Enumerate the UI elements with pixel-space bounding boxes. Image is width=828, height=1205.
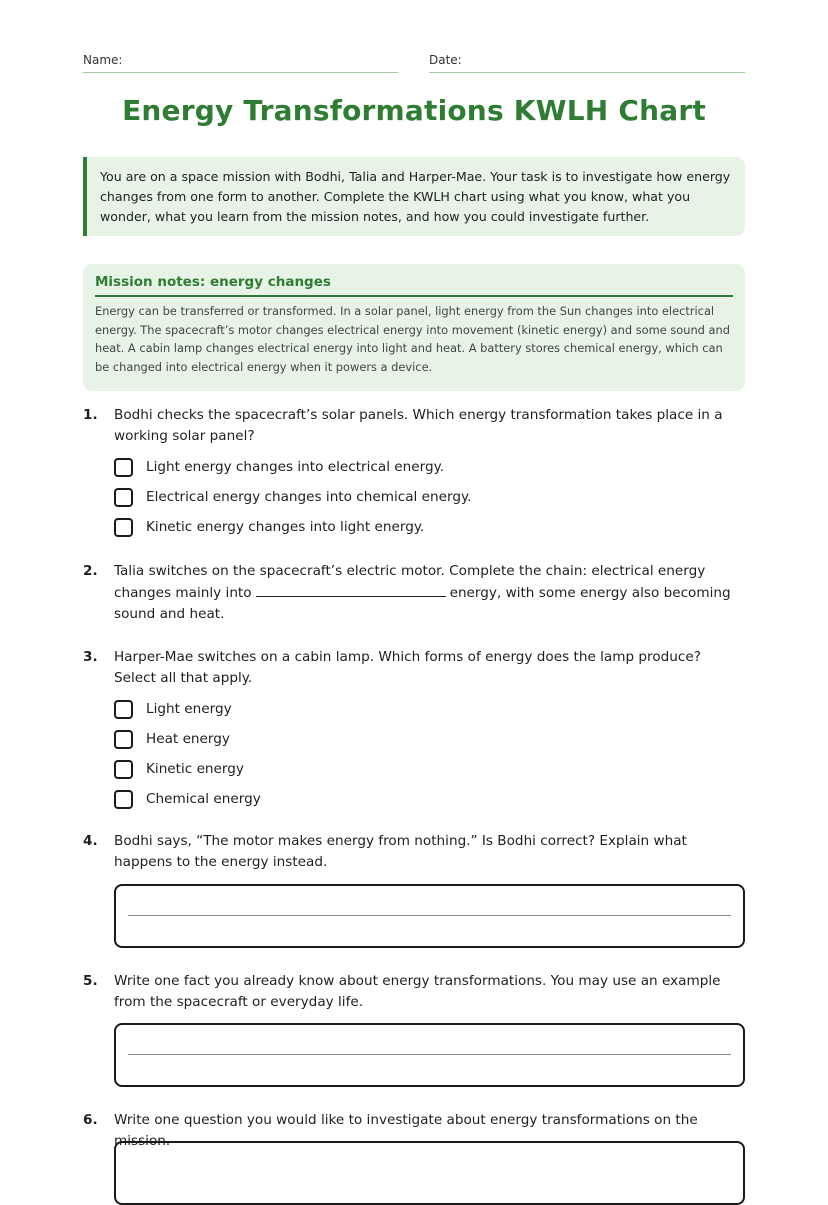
name-label: Name: xyxy=(83,53,123,67)
option-label: Electrical energy changes into chemical energy. xyxy=(146,489,472,505)
question-number: 1. xyxy=(83,407,98,423)
option-label: Light energy xyxy=(146,701,232,717)
question-number: 4. xyxy=(83,833,98,849)
question-number: 2. xyxy=(83,563,98,579)
option-label: Heat energy xyxy=(146,731,230,747)
answer-box[interactable] xyxy=(114,1023,745,1087)
question-text: Bodhi says, “The motor makes energy from nothing.” Is Bodhi correct? Explain what happens to the energy instead. xyxy=(114,833,687,870)
date-field[interactable] xyxy=(429,52,745,73)
checkbox[interactable] xyxy=(114,730,133,749)
question-text: Bodhi checks the spacecraft’s solar panels. Which energy transformation takes place in a working solar panel? xyxy=(114,407,723,444)
name-field[interactable] xyxy=(83,52,398,73)
checkbox[interactable] xyxy=(114,518,133,537)
question-text-before: Talia switches on the spacecraft’s electric motor. Complete the chain: electrical energy changes mainly into xyxy=(114,563,706,601)
writing-line xyxy=(128,915,731,916)
checkbox[interactable] xyxy=(114,700,133,719)
intro-callout: You are on a space mission with Bodhi, Talia and Harper-Mae. Your task is to investigate how energy changes from one form to another. Complete the KWLH chart using what you know, what you wonder, what you learn from the mission notes, and how you could investigate further. xyxy=(83,157,745,236)
option-label: Chemical energy xyxy=(146,791,261,807)
checkbox[interactable] xyxy=(114,458,133,477)
answer-box[interactable] xyxy=(114,884,745,948)
mission-notes-body: Energy can be transferred or transformed. In a solar panel, light energy from the Sun changes into electrical energy. The spacecraft’s motor changes electrical energy into movement (kinetic energy) and some sound and heat. A cabin lamp changes electrical energy into light and heat. A battery stores chemical energy, which can be changed into electrical energy when it powers a device. xyxy=(95,304,730,374)
question-text xyxy=(114,561,745,625)
checkbox[interactable] xyxy=(114,790,133,809)
checkbox[interactable] xyxy=(114,488,133,507)
question-number: 6. xyxy=(83,1112,98,1128)
mission-notes-title: Mission notes: energy changes xyxy=(95,274,733,297)
question-text-after: energy, with some energy also becoming sound and heat. xyxy=(114,585,731,622)
writing-line xyxy=(128,1054,731,1055)
question-text: Harper-Mae switches on a cabin lamp. Which forms of energy does the lamp produce? Select all that apply. xyxy=(114,649,701,686)
question-text: Write one question you would like to investigate about energy transformations on the mission. xyxy=(114,1112,698,1149)
mission-notes-panel xyxy=(83,264,745,391)
question-number: 3. xyxy=(83,649,98,665)
name-date-row xyxy=(83,52,745,74)
page-title: Energy Transformations KWLH Chart xyxy=(122,94,706,127)
question-number: 5. xyxy=(83,973,98,989)
checkbox[interactable] xyxy=(114,760,133,779)
fill-in-blank[interactable] xyxy=(256,582,446,597)
option-label: Kinetic energy xyxy=(146,761,244,777)
question-text: Write one fact you already know about energy transformations. You may use an example from the spacecraft or everyday life. xyxy=(114,973,721,1010)
date-label: Date: xyxy=(429,53,462,67)
option-label: Light energy changes into electrical energy. xyxy=(146,459,445,475)
option-label: Kinetic energy changes into light energy. xyxy=(146,519,425,535)
answer-box[interactable] xyxy=(114,1141,745,1205)
